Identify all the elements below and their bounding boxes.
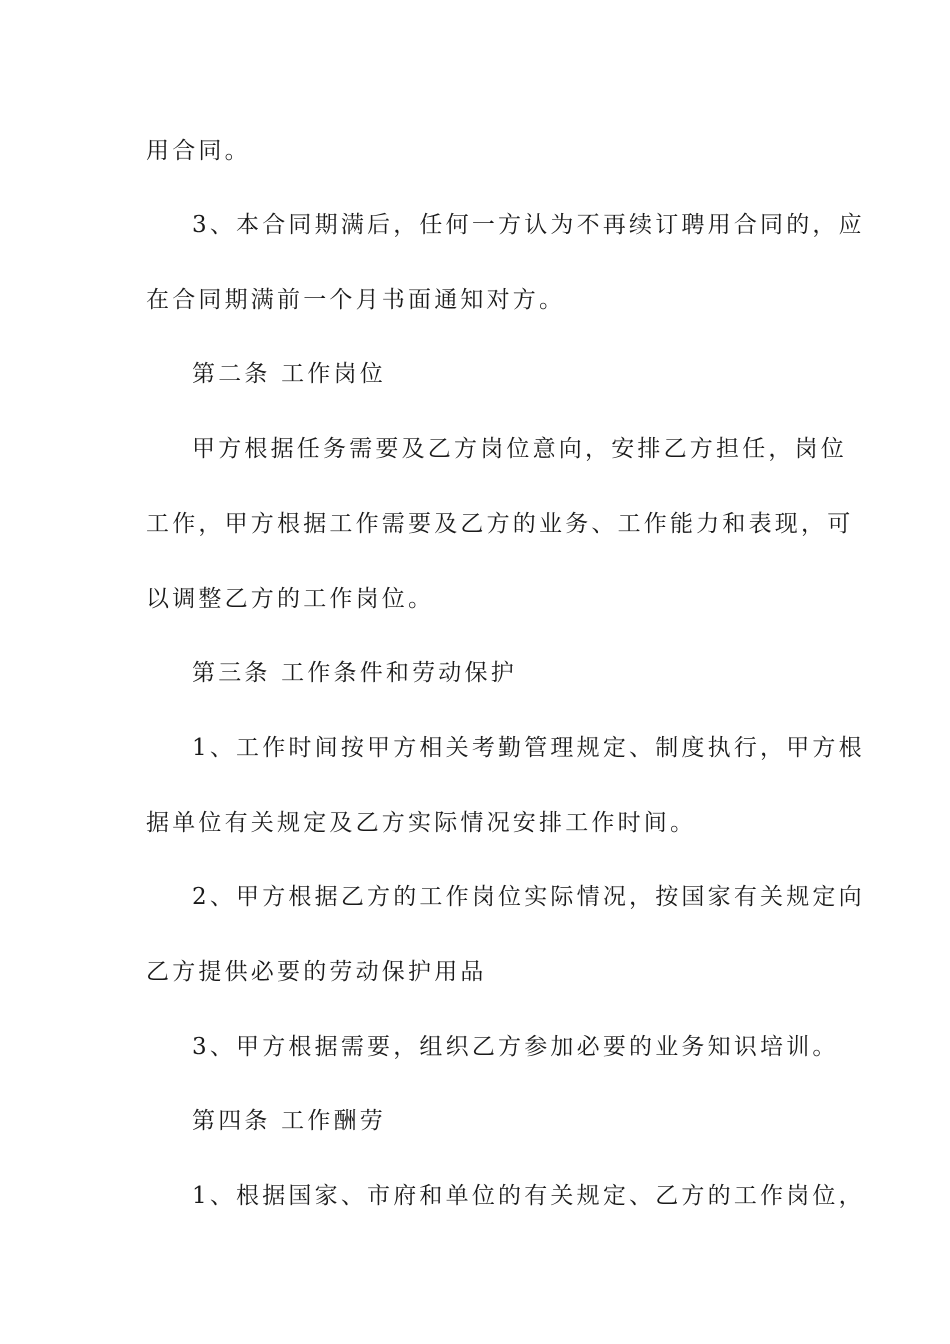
section-heading-article-4: 第四条 工作酬劳 bbox=[192, 1108, 386, 1134]
paragraph-line: 在合同期满前一个月书面通知对方。 bbox=[146, 287, 566, 313]
paragraph-line: 工作，甲方根据工作需要及乙方的业务、工作能力和表现，可 bbox=[146, 511, 854, 537]
clause-1-line: 1、工作时间按甲方相关考勤管理规定、制度执行，甲方根 bbox=[192, 735, 865, 761]
clause-1-line: 1、根据国家、市府和单位的有关规定、乙方的工作岗位， bbox=[192, 1183, 865, 1209]
paragraph-line: 以调整乙方的工作岗位。 bbox=[146, 586, 435, 612]
section-heading-article-3: 第三条 工作条件和劳动保护 bbox=[192, 660, 517, 686]
clause-3-line: 3、本合同期满后，任何一方认为不再续订聘用合同的，应 bbox=[192, 212, 865, 238]
section-heading-article-2: 第二条 工作岗位 bbox=[192, 361, 386, 387]
paragraph-line: 甲方根据任务需要及乙方岗位意向，安排乙方担任，岗位 bbox=[192, 436, 847, 462]
clause-3-line: 3、甲方根据需要，组织乙方参加必要的业务知识培训。 bbox=[192, 1034, 839, 1060]
paragraph-line: 乙方提供必要的劳动保护用品 bbox=[146, 959, 487, 985]
clause-2-line: 2、甲方根据乙方的工作岗位实际情况，按国家有关规定向 bbox=[192, 884, 865, 910]
paragraph-line: 据单位有关规定及乙方实际情况安排工作时间。 bbox=[146, 810, 697, 836]
paragraph-line: 用合同。 bbox=[146, 138, 251, 164]
